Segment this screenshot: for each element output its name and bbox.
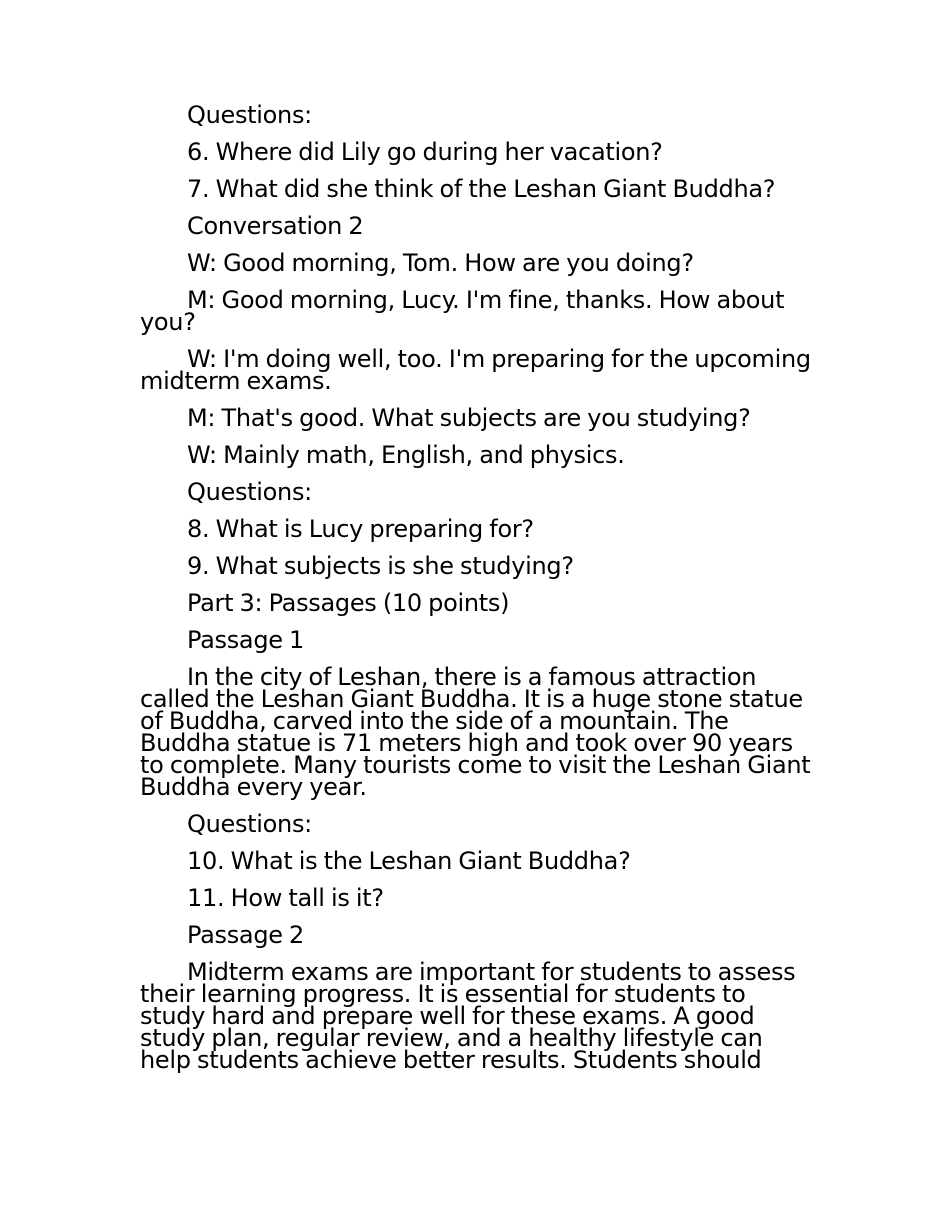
question-10: 10. What is the Leshan Giant Buddha? <box>187 847 631 875</box>
question-8: 8. What is Lucy preparing for? <box>187 515 534 543</box>
questions-heading-2: Questions: <box>187 478 312 506</box>
passage-2-heading: Passage 2 <box>187 921 305 949</box>
part-3-heading: Part 3: Passages (10 points) <box>187 589 510 617</box>
question-11: 11. How tall is it? <box>187 884 384 912</box>
document-page <box>140 101 812 1086</box>
dialogue-line-m-2: M: That's good. What subjects are you studying? <box>187 404 751 432</box>
question-7: 7. What did she think of the Leshan Giant Buddha? <box>187 175 776 203</box>
question-9: 9. What subjects is she studying? <box>187 552 574 580</box>
passage-2-text: Midterm exams are important for students to assess their learning progress. It is essential for students to study hard and prepare well for these exams. A good study plan, regular review, and a healthy lifestyle can help students achieve better results. Students should <box>140 958 796 1074</box>
dialogue-line-m-1: M: Good morning, Lucy. I'm fine, thanks. How about you? <box>140 286 785 336</box>
dialogue-line-w-3: W: Mainly math, English, and physics. <box>187 441 625 469</box>
dialogue-line-w-2: W: I'm doing well, too. I'm preparing for the upcoming midterm exams. <box>140 345 811 395</box>
question-6: 6. Where did Lily go during her vacation? <box>187 138 663 166</box>
dialogue-line-w-1: W: Good morning, Tom. How are you doing? <box>187 249 694 277</box>
conversation-2-heading: Conversation 2 <box>187 212 364 240</box>
questions-heading-1: Questions: <box>187 101 312 129</box>
passage-1-text: In the city of Leshan, there is a famous attraction called the Leshan Giant Buddha. It is a huge stone statue of Buddha, carved into the side of a mountain. The Buddha statue is 71 meters high and took over 90 years to complete. Many tourists come to visit the Leshan Giant Buddha every year. <box>140 663 811 801</box>
questions-heading-3: Questions: <box>187 810 312 838</box>
passage-1-heading: Passage 1 <box>187 626 305 654</box>
